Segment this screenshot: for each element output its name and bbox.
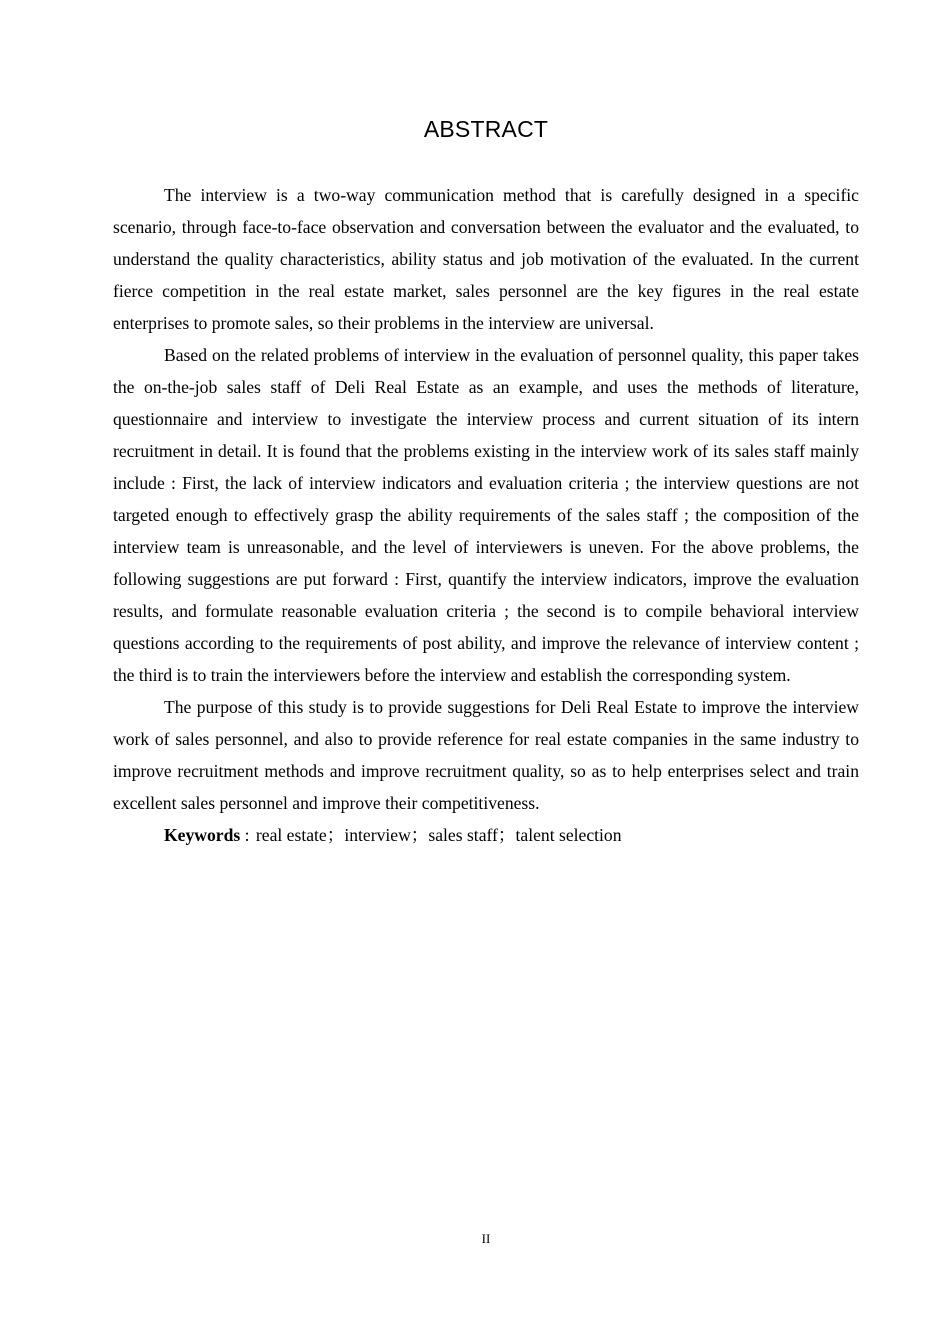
page-number: II — [481, 1231, 491, 1246]
page-title: ABSTRACT — [423, 116, 549, 142]
abstract-paragraph-2: Based on the related problems of interview in the evaluation of personnel quality, this paper takes the on-the-job sales staff of Deli Real Estate as an example, and uses the methods of literature, questionnaire and interview to investigate the interview process and current situation of its intern recruitment in detail. It is found that the problems existing in the interview work of its sales staff mainly include : First, the lack of interview indicators and evaluation criteria ; the interview questions are not targeted enough to effectively grasp the ability requirements of the sales staff ; the composition of the interview team is unreasonable, and the level of interviewers is uneven. For the above problems, the following suggestions are put forward : First, quantify the interview indicators, improve the evaluation results, and formulate reasonable evaluation criteria ; the second is to compile behavioral interview questions according to the requirements of post ability, and improve the relevance of interview content ; the third is to train the interviewers before the interview and establish the corresponding system. — [113, 345, 859, 685]
keywords-label: Keywords — [164, 825, 241, 845]
abstract-body — [113, 179, 859, 851]
keywords-separator: : — [240, 825, 254, 845]
keywords-line — [113, 819, 859, 851]
abstract-paragraph-3: The purpose of this study is to provide suggestions for Deli Real Estate to improve the interview work of sales personnel, and also to provide reference for real estate companies in the same industry to improve recruitment methods and improve recruitment quality, so as to help enterprises select and train excellent sales personnel and improve their competitiveness. — [113, 697, 859, 813]
abstract-paragraph-1: The interview is a two-way communication method that is carefully designed in a specific scenario, through face-to-face observation and conversation between the evaluator and the evaluated, to understand the quality characteristics, ability status and job motivation of the evaluated. In the current fierce competition in the real estate market, sales personnel are the key figures in the real estate enterprises to promote sales, so their problems in the interview are universal. — [113, 185, 859, 333]
keywords-list: real estate；interview；sales staff；talent selection — [255, 825, 622, 845]
